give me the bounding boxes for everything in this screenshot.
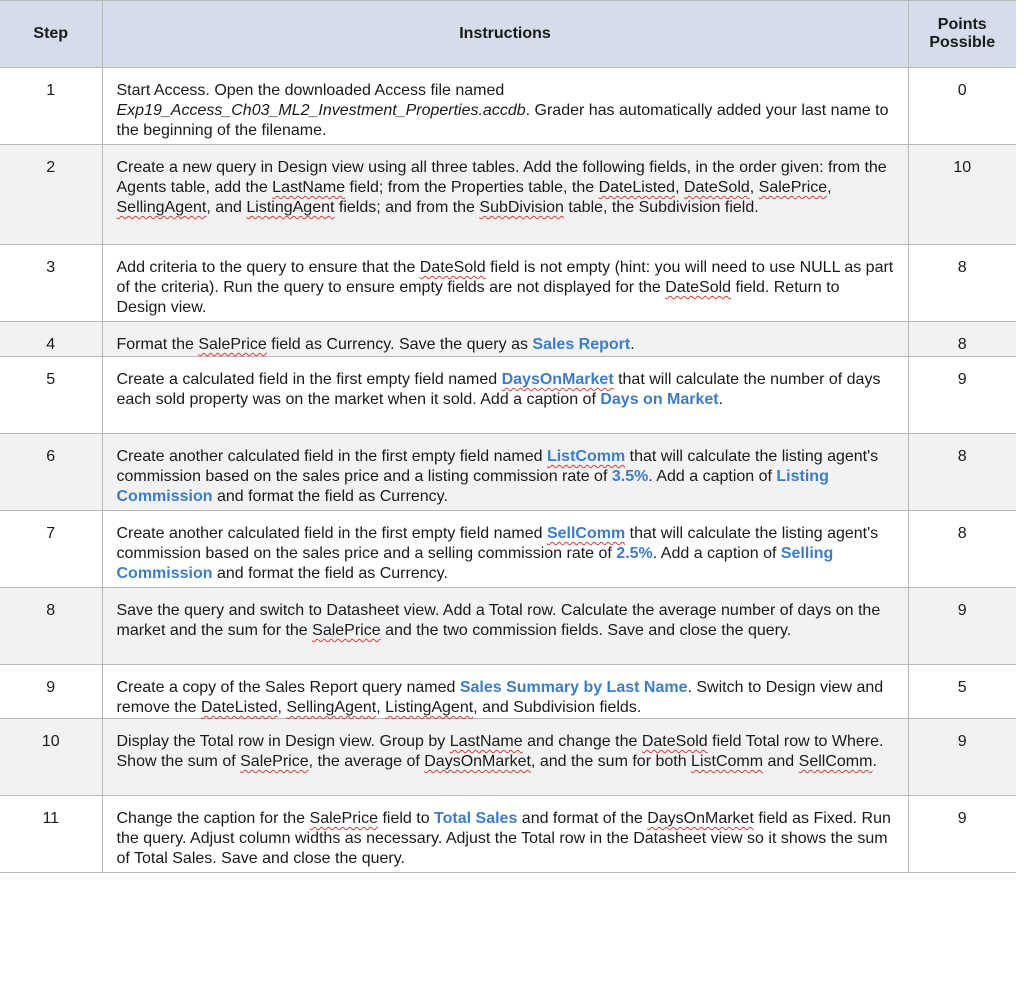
instruction-text: and format the field as Currency. — [212, 488, 448, 505]
header-step: Step — [0, 1, 102, 68]
step-number: 6 — [0, 434, 102, 511]
field-name: LastName — [272, 179, 346, 196]
instruction-text: . — [872, 753, 877, 770]
highlighted-term: 3.5% — [611, 468, 649, 485]
points-value: 8 — [908, 245, 1016, 322]
field-name: SellingAgent — [116, 199, 207, 216]
instruction-text: and — [763, 753, 799, 770]
instruction-text: Create a calculated field in the first empty field named — [116, 371, 502, 388]
highlighted-term: 2.5% — [616, 545, 653, 562]
points-value: 9 — [908, 588, 1016, 665]
table-body — [0, 68, 1016, 873]
instruction-text: and the two commission fields. Save and close the query. — [380, 622, 792, 639]
step-instruction — [102, 665, 908, 719]
instruction-text: field as Currency. Save the query as — [266, 336, 533, 353]
field-name: SalePrice — [309, 810, 379, 827]
field-name: SalePrice — [758, 179, 828, 196]
highlighted-term: Selling Commission — [116, 545, 834, 582]
highlighted-term: Listing Commission — [116, 468, 829, 505]
instruction-text: , and — [206, 199, 247, 216]
field-name: SellingAgent — [286, 699, 377, 716]
field-name: ListingAgent — [246, 199, 335, 216]
instruction-text: Create another calculated field in the first empty field named — [116, 525, 547, 542]
points-value: 10 — [908, 145, 1016, 245]
instruction-text: field; from the Properties table, the — [345, 179, 599, 196]
field-name: SubDivision — [479, 199, 564, 216]
highlighted-term: ListComm — [546, 448, 626, 465]
step-instruction — [102, 68, 908, 145]
header-instructions: Instructions — [102, 1, 908, 68]
step-instruction — [102, 434, 908, 511]
table-row — [0, 245, 1016, 322]
field-name: SalePrice — [312, 622, 381, 639]
points-value: 5 — [908, 665, 1016, 719]
points-value: 8 — [908, 511, 1016, 588]
instruction-text: field. Return to Design view. — [116, 279, 840, 316]
instruction-text: , — [277, 699, 287, 716]
table-row — [0, 145, 1016, 245]
field-name: DateListed — [598, 179, 676, 196]
table-row — [0, 665, 1016, 719]
instruction-text: and change the — [522, 733, 642, 750]
instruction-text: field to — [378, 810, 435, 827]
instruction-text: and format the field as Currency. — [212, 565, 448, 582]
table-row — [0, 357, 1016, 434]
instruction-text: Create a copy of the Sales Report query named — [116, 679, 460, 696]
step-instruction — [102, 357, 908, 434]
points-value: 8 — [908, 322, 1016, 357]
step-instruction — [102, 511, 908, 588]
table-row — [0, 68, 1016, 145]
step-instruction — [102, 322, 908, 357]
instruction-text: Change the caption for the — [116, 810, 310, 827]
instruction-text: that will calculate the listing agent's commission based on the sales price and a listing commission rate of — [116, 448, 879, 485]
step-instruction — [102, 719, 908, 796]
instruction-text: and format of the — [517, 810, 648, 827]
step-instruction — [102, 796, 908, 873]
highlighted-term: Total Sales — [434, 810, 518, 827]
table-row — [0, 322, 1016, 357]
table-row — [0, 588, 1016, 665]
points-value: 9 — [908, 719, 1016, 796]
field-name: LastName — [449, 733, 523, 750]
instruction-text: Start Access. Open the downloaded Access file named — [116, 82, 505, 99]
table-row — [0, 796, 1016, 873]
header-points-line1: Points — [937, 16, 987, 33]
instruction-text: Save the query and switch to Datasheet view. Add a Total row. Calculate the average number of days on the market and the sum for the — [116, 602, 881, 639]
table-row — [0, 511, 1016, 588]
instruction-text: Display the Total row in Design view. Group by — [116, 733, 450, 750]
instruction-text: fields; and from the — [334, 199, 480, 216]
highlighted-term: Sales Summary by Last Name — [459, 679, 688, 696]
step-instruction — [102, 245, 908, 322]
instruction-text: , — [675, 179, 684, 196]
points-value: 0 — [908, 68, 1016, 145]
highlighted-term: Days on Market — [600, 391, 719, 408]
points-value: 9 — [908, 796, 1016, 873]
step-number: 2 — [0, 145, 102, 245]
field-name: DaysOnMarket — [424, 753, 531, 770]
field-name: DateSold — [419, 259, 486, 276]
instruction-text: , — [827, 179, 832, 196]
field-name: DateSold — [665, 279, 732, 296]
step-number: 4 — [0, 322, 102, 357]
table-row — [0, 719, 1016, 796]
instruction-text: . Add a caption of — [648, 468, 777, 485]
step-number: 11 — [0, 796, 102, 873]
instruction-text: table, the Subdivision field. — [563, 199, 759, 216]
field-name: DaysOnMarket — [647, 810, 754, 827]
step-number: 7 — [0, 511, 102, 588]
instruction-text: , — [749, 179, 759, 196]
instruction-text: . Switch to Design view and remove the — [116, 679, 884, 716]
field-name: SalePrice — [198, 336, 267, 353]
step-number: 9 — [0, 665, 102, 719]
step-instruction — [102, 588, 908, 665]
field-name: DateListed — [200, 699, 278, 716]
step-instruction — [102, 145, 908, 245]
step-number: 5 — [0, 357, 102, 434]
instruction-text: Add criteria to the query to ensure that the — [116, 259, 420, 276]
table-row — [0, 434, 1016, 511]
instruction-text: field as Fixed. Run the query. Adjust column widths as necessary. Adjust the Total row in the Datasheet view so it shows the sum of Total Sales. Save and close the query. — [116, 810, 891, 867]
points-value: 9 — [908, 357, 1016, 434]
step-number: 1 — [0, 68, 102, 145]
instruction-text: , and Subdivision fields. — [473, 699, 642, 716]
instruction-text: Format the — [116, 336, 199, 353]
instruction-text: , — [376, 699, 386, 716]
instruction-text: Create a new query in Design view using all three tables. Add the following fields, in the order given: from the Agents table, add the — [116, 159, 887, 196]
field-name: ListComm — [691, 753, 764, 770]
step-number: 10 — [0, 719, 102, 796]
highlighted-term: DaysOnMarket — [501, 371, 614, 388]
step-number: 3 — [0, 245, 102, 322]
step-number: 8 — [0, 588, 102, 665]
instruction-text: that will calculate the number of days each sold property was on the market when it sold. Add a caption of — [116, 371, 881, 408]
field-name: SellComm — [798, 753, 873, 770]
field-name: ListingAgent — [385, 699, 474, 716]
field-name: DateSold — [683, 179, 750, 196]
instruction-text: . Grader has automatically added your last name to the beginning of the filename. — [116, 102, 889, 139]
instruction-text: . — [718, 391, 724, 408]
instruction-text: , and the sum for both — [530, 753, 692, 770]
instruction-text: , the average of — [308, 753, 425, 770]
highlighted-term: Sales Report — [532, 336, 631, 353]
instruction-text: . Add a caption of — [652, 545, 781, 562]
instruction-text: . — [630, 336, 635, 353]
instruction-text: Create another calculated field in the first empty field named — [116, 448, 547, 465]
instruction-text: field is not empty (hint: you will need to use NULL as part of the criteria). Run the query to ensure empty fields are not displayed for the — [116, 259, 894, 296]
field-name: SalePrice — [240, 753, 309, 770]
instruction-text: that will calculate the listing agent's commission based on the sales price and a selling commission rate of — [116, 525, 879, 562]
header-points-possible — [908, 1, 1016, 68]
file-name: Exp19_Access_Ch03_ML2_Investment_Properties.accdb — [116, 102, 526, 119]
instruction-text: field Total row to Where. Show the sum of — [116, 733, 884, 770]
table-header-row — [0, 1, 1016, 68]
highlighted-term: SellComm — [546, 525, 626, 542]
field-name: DateSold — [641, 733, 708, 750]
header-points-line2: Possible — [929, 34, 996, 51]
points-value: 8 — [908, 434, 1016, 511]
